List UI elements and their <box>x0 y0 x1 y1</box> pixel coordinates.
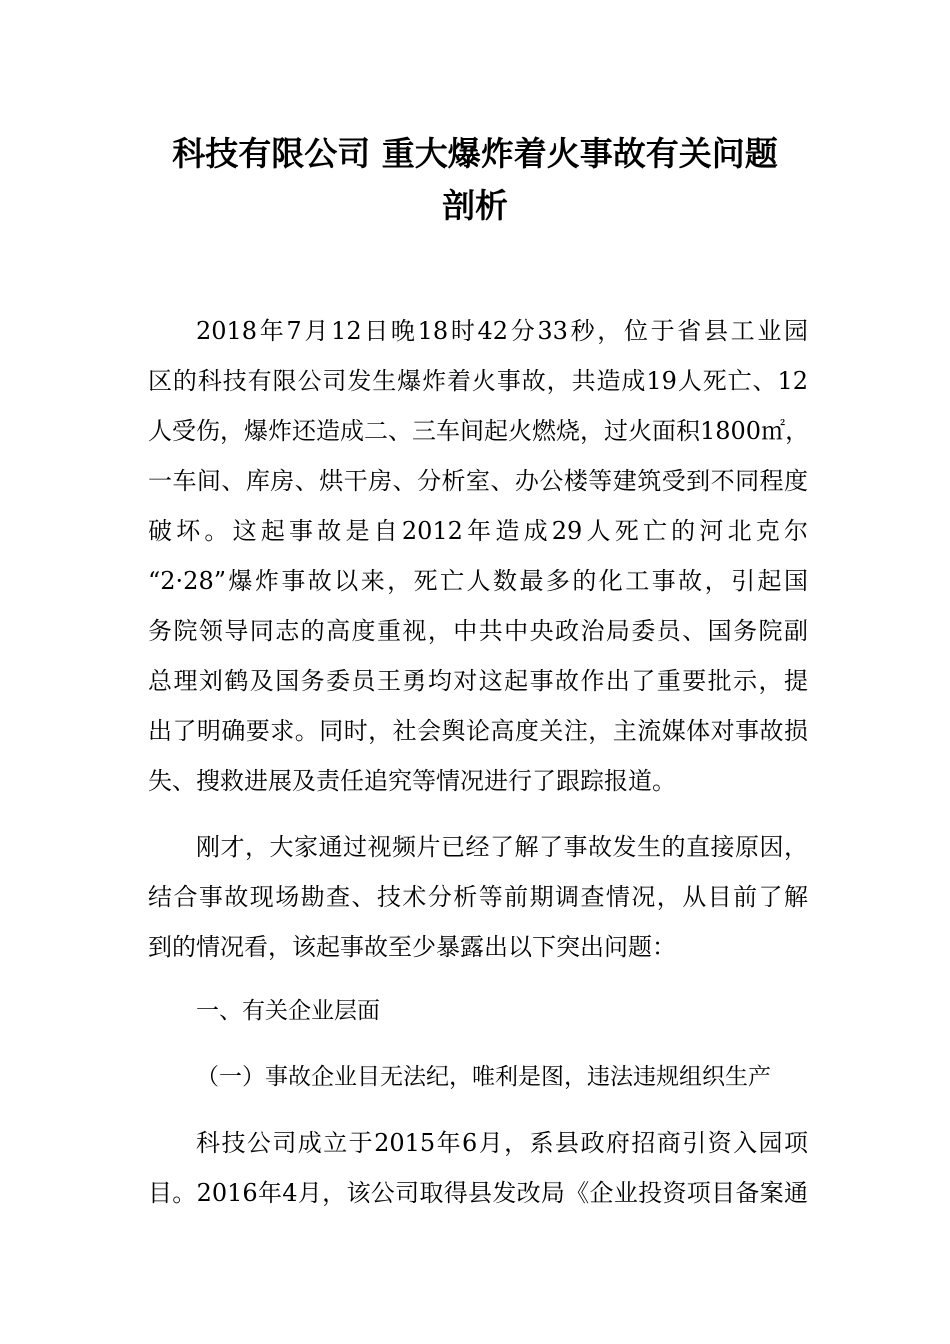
paragraph-2-line: 刚才，大家通过视频片已经了解了事故发生的直接原因， <box>196 833 808 861</box>
paragraph-1-line: 2018年7月12日晚18时42分33秒，位于省县工业园 <box>196 317 808 345</box>
paragraph-1-line: 区的科技有限公司发生爆炸着火事故，共造成19人死亡、12 <box>148 367 808 395</box>
paragraph-1-line: 出了明确要求。同时，社会舆论高度关注，主流媒体对事故损 <box>148 717 808 745</box>
section-heading: 一、有关企业层面 <box>196 998 380 1024</box>
paragraph-1-line: “2·28”爆炸事故以来，死亡人数最多的化工事故，引起国 <box>148 567 808 595</box>
subsection-heading: （一）事故企业目无法纪，唯利是图，违法违规组织生产 <box>196 1064 771 1090</box>
document-title <box>100 128 850 232</box>
title-line-2: 剖析 <box>442 186 508 225</box>
paragraph-3-line: 科技公司成立于2015年6月，系县政府招商引资入园项 <box>196 1129 808 1157</box>
paragraph-1-line: 失、搜救进展及责任追究等情况进行了跟踪报道。 <box>148 767 676 795</box>
paragraph-1-line: 人受伤，爆炸还造成二、三车间起火燃烧，过火面积1800㎡， <box>148 417 810 445</box>
paragraph-2-line: 到的情况看，该起事故至少暴露出以下突出问题： <box>148 933 676 961</box>
paragraph-1-line: 一车间、库房、烘干房、分析室、办公楼等建筑受到不同程度 <box>148 467 808 495</box>
paragraph-1-line: 总理刘鹤及国务委员王勇均对这起事故作出了重要批示，提 <box>148 667 808 695</box>
title-line-1: 科技有限公司 重大爆炸着火事故有关问题 <box>172 134 778 173</box>
paragraph-1-line: 务院领导同志的高度重视，中共中央政治局委员、国务院副 <box>148 617 808 645</box>
paragraph-3-line: 目。2016年4月，该公司取得县发改局《企业投资项目备案通 <box>148 1179 808 1207</box>
paragraph-1-line: 破坏。这起事故是自2012年造成29人死亡的河北克尔 <box>148 517 808 545</box>
paragraph-2-line: 结合事故现场勘查、技术分析等前期调查情况，从目前了解 <box>148 883 808 911</box>
